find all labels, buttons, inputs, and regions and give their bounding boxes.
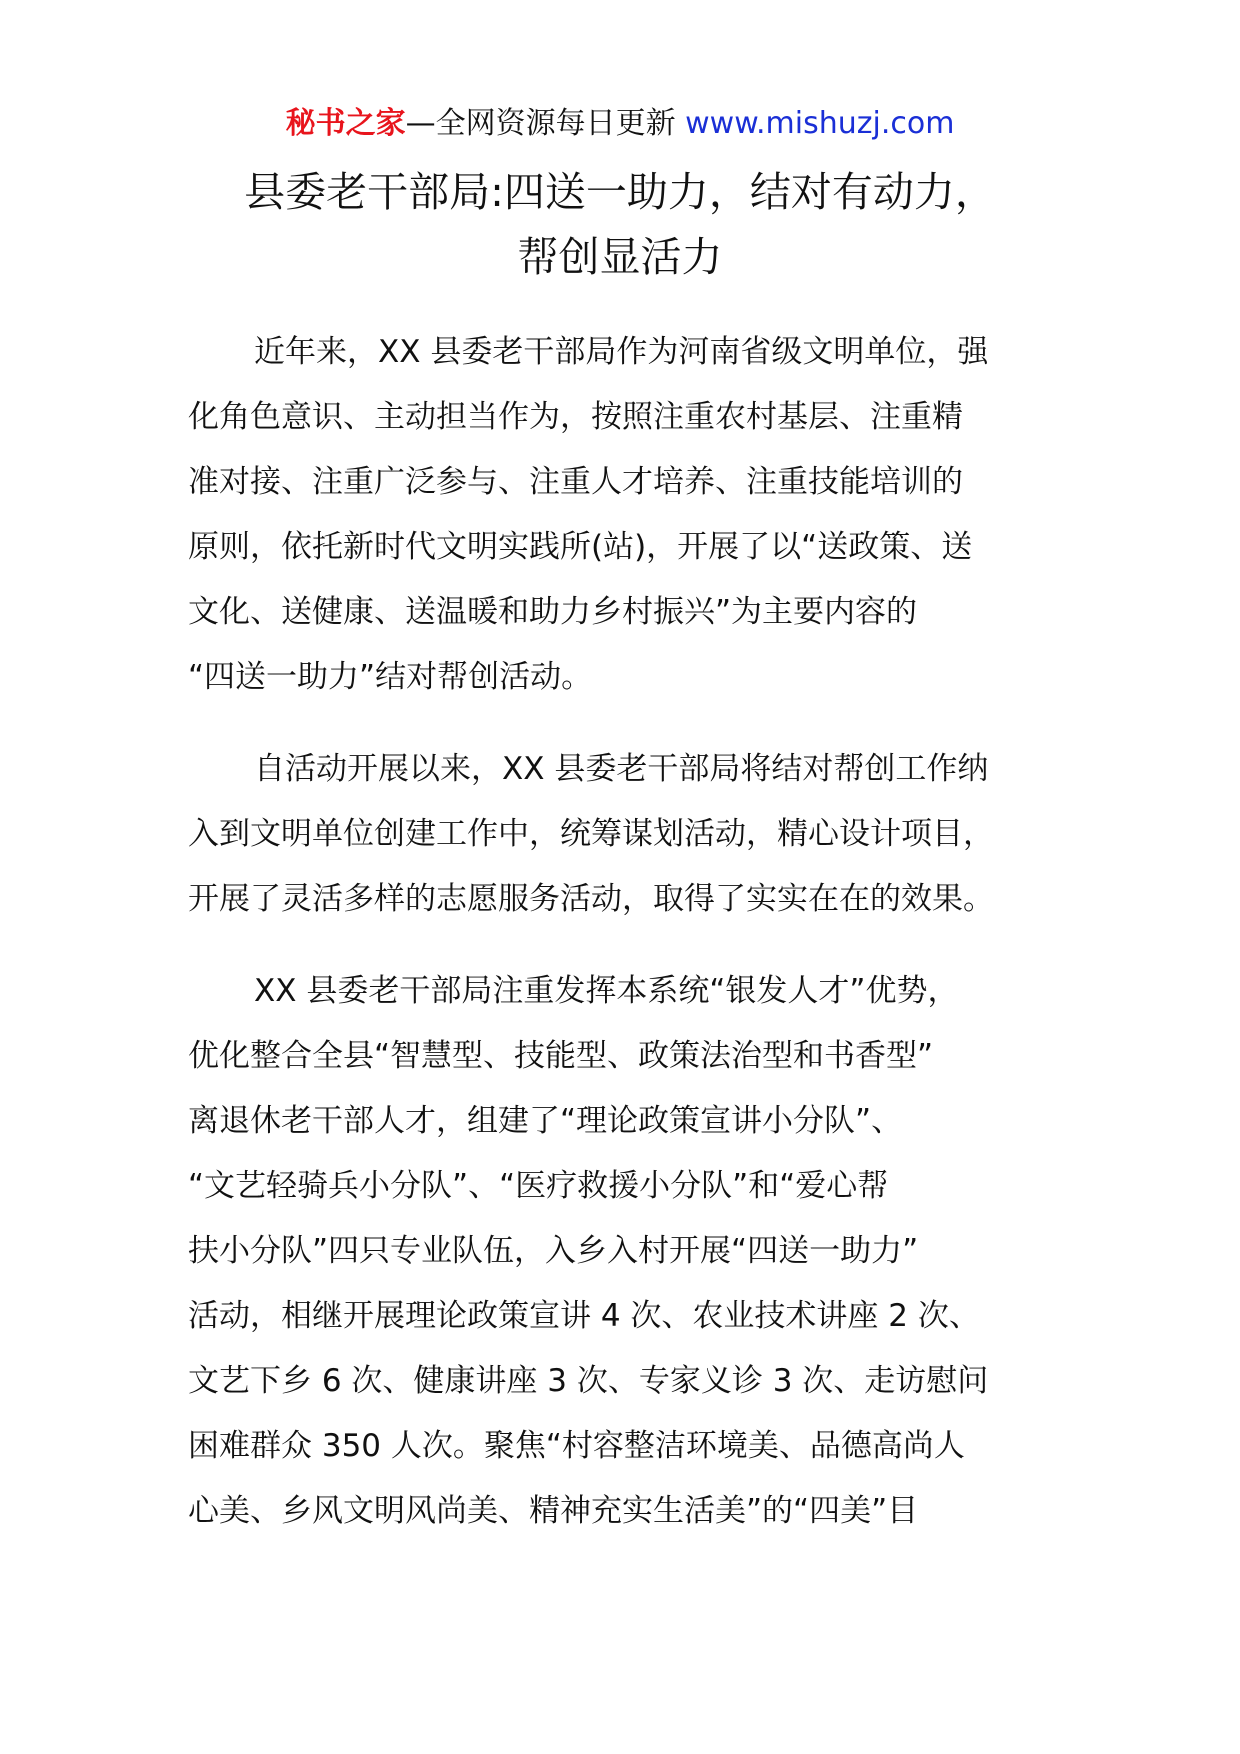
paragraph-line: 化角色意识、主动担当作为，按照注重农村基层、注重精 bbox=[188, 399, 963, 435]
paragraph-line: 入到文明单位创建工作中，统筹谋划活动，精心设计项目， bbox=[188, 816, 994, 852]
site-slogan: —全网资源每日更新 bbox=[405, 106, 676, 141]
paragraph-line: 离退休老干部人才，组建了“理论政策宣讲小分队”、 bbox=[188, 1103, 903, 1139]
document-body bbox=[188, 320, 1058, 1571]
paragraph-line: 原则，依托新时代文明实践所(站)，开展了以“送政策、送 bbox=[188, 529, 973, 565]
paragraph-line: “四送一助力”结对帮创活动。 bbox=[188, 659, 593, 695]
document-title bbox=[150, 160, 1090, 290]
paragraph-line: “文艺轻骑兵小分队”、“医疗救援小分队”和“爱心帮 bbox=[188, 1168, 889, 1204]
paragraph-3 bbox=[188, 959, 1058, 1544]
paragraph-line: 文化、送健康、送温暖和助力乡村振兴”为主要内容的 bbox=[188, 594, 918, 630]
brand-name: 秘书之家 bbox=[285, 106, 406, 141]
paragraph-line: 活动，相继开展理论政策宣讲 4 次、农业技术讲座 2 次、 bbox=[188, 1298, 980, 1334]
paragraph-line: 心美、乡风文明风尚美、精神充实生活美”的“四美”目 bbox=[188, 1493, 919, 1529]
paragraph-line: 准对接、注重广泛参与、注重人才培养、注重技能培训的 bbox=[188, 464, 963, 500]
title-line: 帮创显活力 bbox=[517, 233, 723, 281]
paragraph-line: 开展了灵活多样的志愿服务活动，取得了实实在在的效果。 bbox=[188, 881, 994, 917]
paragraph-line: 扶小分队”四只专业队伍，入乡入村开展“四送一助力” bbox=[188, 1233, 919, 1269]
paragraph-line: XX 县委老干部局注重发挥本系统“银发人才”优势， bbox=[254, 973, 959, 1009]
site-url-link[interactable]: www.mishuzj.com bbox=[685, 106, 955, 141]
paragraph-line: 优化整合全县“智慧型、技能型、政策法治型和书香型” bbox=[188, 1038, 934, 1074]
site-header bbox=[0, 102, 1240, 146]
paragraph-line: 自活动开展以来，XX 县委老干部局将结对帮创工作纳 bbox=[254, 751, 989, 787]
paragraph-2 bbox=[188, 737, 1058, 932]
title-line: 县委老干部局:四送一助力，结对有动力， bbox=[244, 168, 996, 216]
paragraph-line: 文艺下乡 6 次、健康讲座 3 次、专家义诊 3 次、走访慰问 bbox=[188, 1363, 989, 1399]
paragraph-line: 近年来，XX 县委老干部局作为河南省级文明单位，强 bbox=[254, 334, 989, 370]
paragraph-1 bbox=[188, 320, 1058, 710]
paragraph-line: 困难群众 350 人次。聚焦“村容整洁环境美、品德高尚人 bbox=[188, 1428, 965, 1464]
